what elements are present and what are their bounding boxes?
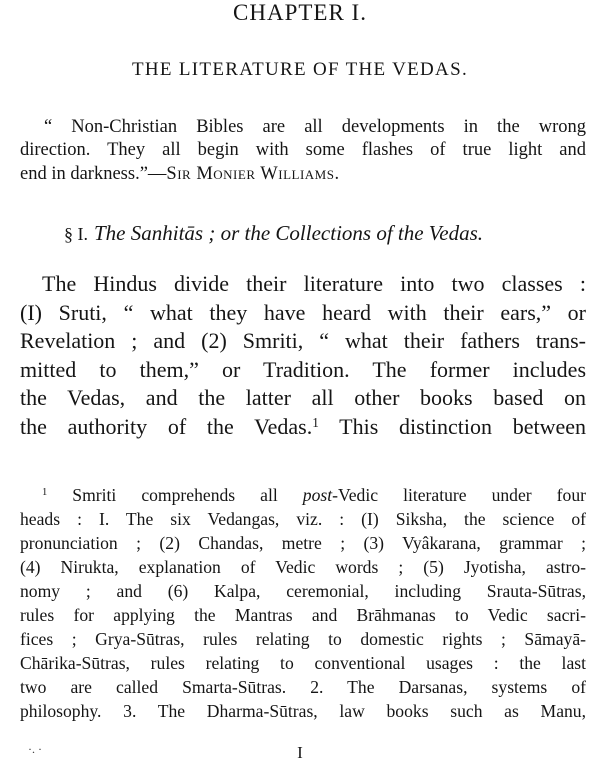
footnote-marker: 1 (42, 487, 48, 499)
epigraph-attribution: Sir Monier Williams. (166, 164, 340, 184)
footnote-line: fices ; Grya-Sūtras, rules relating to domestic rights ; Sāmayā- (20, 629, 586, 649)
epigraph-line (20, 164, 340, 185)
footnote-text-segment: -Vedic literature under four (332, 485, 586, 505)
footnote-line: heads : I. The six Vedangas, viz. : (I) Siksha, the science of (20, 509, 586, 529)
page-number: I (297, 743, 303, 762)
footnote-line: philosophy. 3. The Dharma-Sūtras, law books such as Manu, (20, 701, 586, 721)
body-line (20, 414, 586, 440)
footnote-line (42, 485, 586, 506)
footnote-line: rules for applying the Mantras and Brāhmanas to Vedic sacri- (20, 605, 586, 625)
chapter-heading: CHAPTER I. (233, 0, 367, 25)
epigraph-line: “ Non-Christian Bibles are all developments in the wrong (44, 117, 586, 137)
footnote-reference[interactable]: 1 (312, 414, 319, 430)
print-specks: ·. · (28, 742, 42, 756)
footnote-line: pronunciation ; (2) Chandas, metre ; (3) Vyâkarana, grammar ; (20, 533, 586, 553)
body-text-segment: This distinction between (318, 414, 586, 439)
chapter-title: THE LITERATURE OF THE VEDAS. (132, 59, 468, 80)
footnote-line: two are called Smarta-Sūtras. 2. The Darsanas, systems of (20, 677, 586, 697)
body-line: Revelation ; and (2) Smriti, “ what their fathers trans- (20, 328, 586, 353)
footnote-italic: post (302, 485, 333, 505)
epigraph-line: direction. They all begin with some flashes of true light and (20, 140, 586, 160)
section-title: The Sanhitās ; or the Collections of the Vedas. (94, 221, 484, 245)
section-symbol: § I. (64, 224, 88, 244)
footnote-line: (4) Nirukta, explanation of Vedic words ; (5) Jyotisha, astro- (20, 557, 586, 577)
body-line: (I) Sruti, “ what they have heard with their ears,” or (20, 300, 586, 325)
epigraph-text: end in darkness.”— (20, 164, 167, 184)
body-line: the Vedas, and the latter all other books based on (20, 385, 586, 410)
section-heading (64, 221, 483, 246)
body-line: The Hindus divide their literature into two classes : (42, 271, 586, 296)
footnote-line: Chārika-Sūtras, rules relating to conventional usages : the last (20, 653, 586, 673)
body-text-segment: the authority of the Vedas. (20, 414, 313, 439)
body-line: mitted to them,” or Tradition. The former includes (20, 357, 586, 382)
footnote-line: nomy ; and (6) Kalpa, ceremonial, including Srauta-Sūtras, (20, 581, 586, 601)
footnote-text-segment: Smriti comprehends all (47, 485, 303, 505)
